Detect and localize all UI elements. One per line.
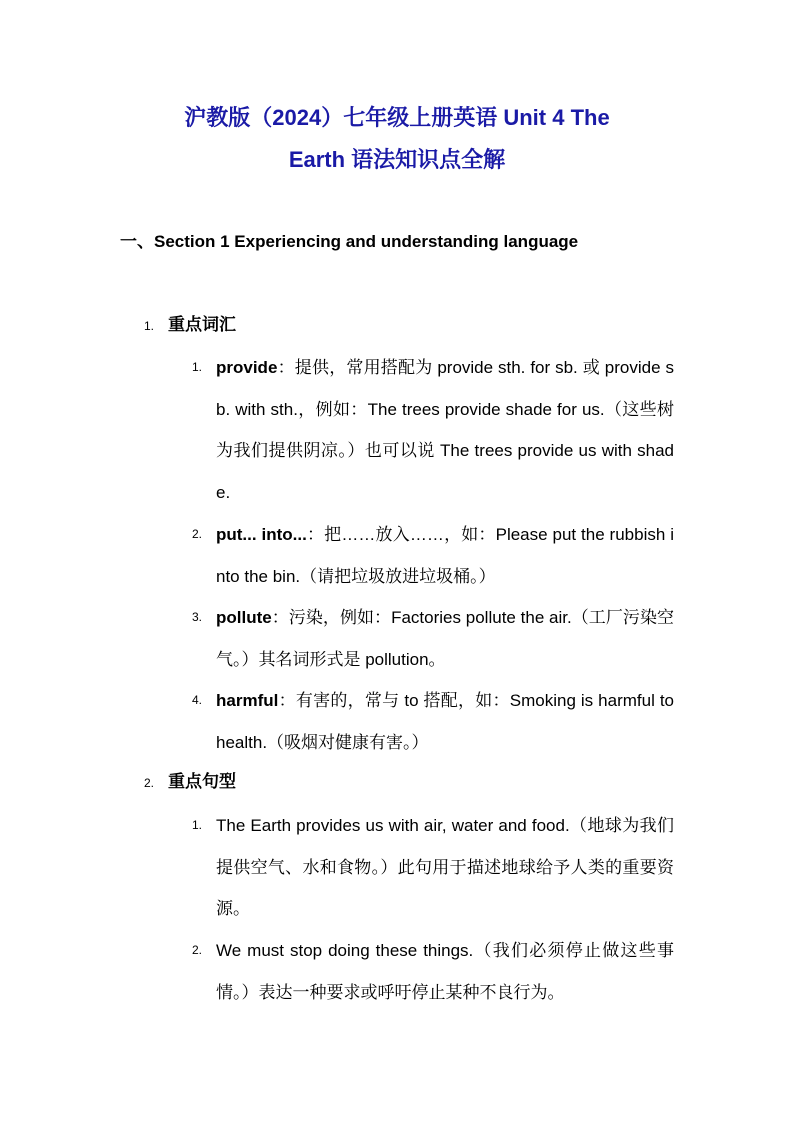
sentences-heading-text: 重点句型 (168, 772, 236, 791)
list-item-number: 1. (192, 818, 203, 832)
list-item-number: 2. (192, 527, 203, 541)
section-heading: 一、Section 1 Experiencing and understanding language (120, 232, 579, 251)
vocab-item-provide (192, 347, 674, 513)
sentence-item-1 (192, 805, 674, 930)
vocab-explanation: ：提供，常用搭配为 provide sth. for sb. 或 provide sb. with sth.，例如：The trees provide shade for us.（这些树为我们提供阴凉。）也可以说 The trees provide us with shade. (216, 358, 674, 502)
vocab-heading-text: 重点词汇 (168, 315, 236, 334)
title-line-1: 沪教版（2024）七年级上册英语 Unit 4 The (184, 105, 610, 130)
list-item-number: 3. (192, 610, 203, 624)
sentence-text: We must stop doing these things.（我们必须停止做这些事情。）表达一种要求或呼吁停止某种不良行为。 (216, 941, 674, 1002)
vocab-term: pollute (216, 608, 272, 627)
vocab-heading (144, 311, 236, 340)
list-item-number: 4. (192, 693, 203, 707)
sentence-item-2 (192, 930, 674, 1013)
vocab-term: provide (216, 358, 278, 377)
vocab-explanation: ：有害的，常与 to 搭配，如：Smoking is harmful to health.（吸烟对健康有害。） (216, 691, 674, 752)
vocab-item-harmful (192, 680, 674, 763)
title-line-2: Earth 语法知识点全解 (288, 147, 506, 172)
list-item-number: 2. (192, 943, 203, 957)
vocab-term: put... into... (216, 525, 307, 544)
list-item-number: 1. (192, 360, 203, 374)
vocab-heading-number: 1. (144, 319, 155, 333)
vocab-explanation: ：把……放入……，如：Please put the rubbish into the bin.（请把垃圾放进垃圾桶。） (216, 525, 674, 586)
sentences-heading (144, 768, 236, 797)
vocab-item-put-into (192, 514, 674, 597)
sentence-text: The Earth provides us with air, water and food.（地球为我们提供空气、水和食物。）此句用于描述地球给予人类的重要资源。 (216, 816, 674, 918)
document-title (100, 97, 694, 181)
vocab-explanation: ：污染，例如：Factories pollute the air.（工厂污染空气。）其名词形式是 pollution。 (216, 608, 674, 669)
sentences-heading-number: 2. (144, 776, 155, 790)
vocab-item-pollute (192, 597, 674, 680)
vocab-term: harmful (216, 691, 279, 710)
